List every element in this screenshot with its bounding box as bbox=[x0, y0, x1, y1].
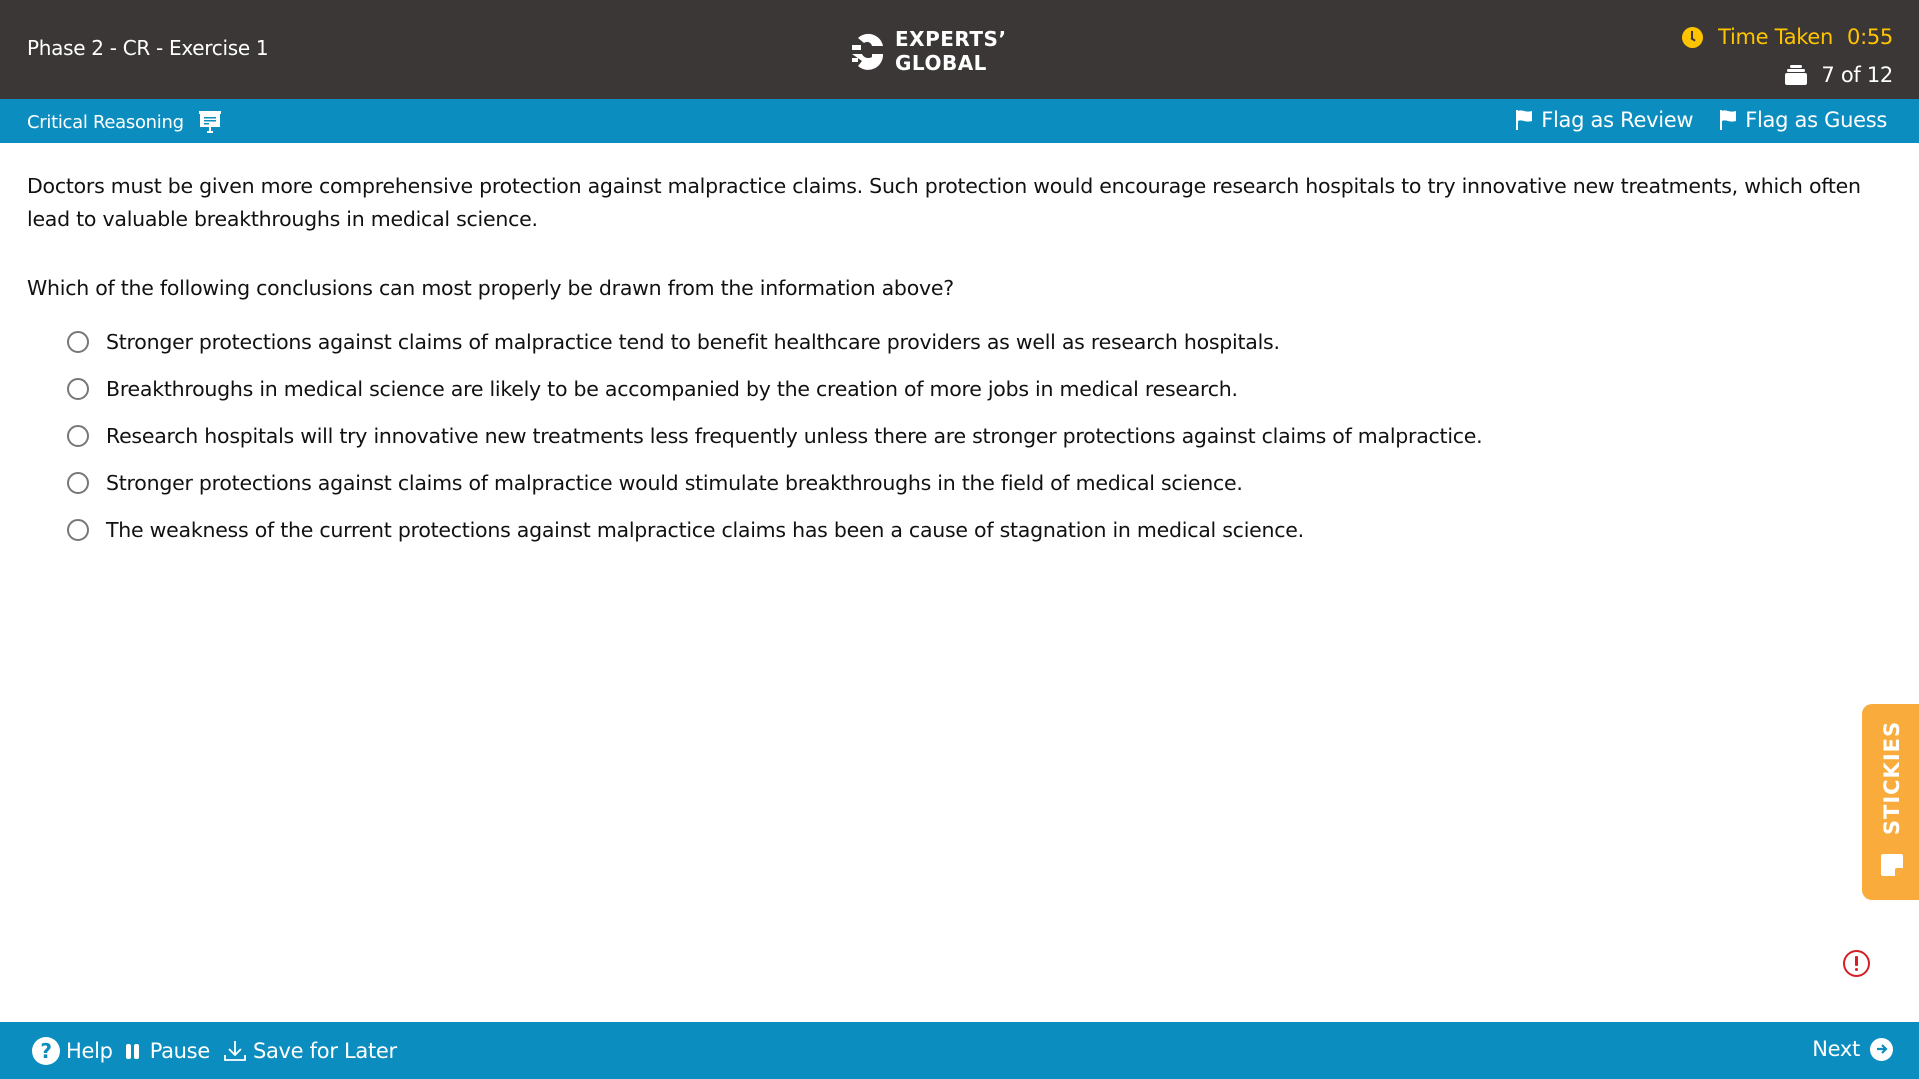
answer-option-text: Stronger protections against claims of malpractice would stimulate breakthroughs in the field of medical science. bbox=[106, 470, 1243, 495]
flag-as-review-button[interactable] bbox=[1515, 108, 1693, 132]
radio-button[interactable] bbox=[67, 425, 89, 447]
footer-bar bbox=[0, 1022, 1919, 1079]
answer-options bbox=[27, 318, 1877, 553]
flag-controls bbox=[1515, 108, 1887, 132]
flag-as-review-label: Flag as Review bbox=[1541, 108, 1694, 132]
logo-text bbox=[895, 27, 1007, 75]
logo-line-2: GLOBAL bbox=[895, 51, 987, 75]
presentation-board-icon[interactable] bbox=[198, 110, 222, 134]
answer-option-text: Breakthroughs in medical science are likely to be accompanied by the creation of more jobs in medical research. bbox=[106, 376, 1238, 401]
question-stimulus: Doctors must be given more comprehensive protection against malpractice claims. Such protection would encourage research hospitals to try innovative new treatments, which often lead to valuable breakthroughs in medical science. bbox=[27, 174, 1861, 231]
footer-controls bbox=[32, 1037, 410, 1065]
help-button[interactable] bbox=[32, 1037, 113, 1065]
question-content bbox=[27, 170, 1877, 553]
answer-option-c[interactable] bbox=[67, 412, 1877, 459]
arrow-right-circle-icon bbox=[1870, 1038, 1893, 1061]
flag-icon bbox=[1515, 109, 1533, 131]
answer-option-d[interactable] bbox=[67, 459, 1877, 506]
download-icon bbox=[223, 1039, 247, 1063]
answer-option-b[interactable] bbox=[67, 365, 1877, 412]
radio-button[interactable] bbox=[67, 519, 89, 541]
section-name-label: Critical Reasoning bbox=[27, 111, 184, 133]
help-label: Help bbox=[66, 1039, 113, 1063]
section-bar bbox=[0, 99, 1919, 143]
stickies-tab[interactable] bbox=[1862, 704, 1919, 900]
question-prompt: Which of the following conclusions can most properly be drawn from the information above? bbox=[27, 276, 954, 300]
radio-button[interactable] bbox=[67, 472, 89, 494]
experts-global-logo bbox=[850, 27, 1007, 75]
answer-option-a[interactable] bbox=[67, 318, 1877, 365]
next-label: Next bbox=[1812, 1037, 1860, 1061]
next-button[interactable] bbox=[1812, 1037, 1893, 1061]
flag-as-guess-button[interactable] bbox=[1719, 108, 1887, 132]
radio-button[interactable] bbox=[67, 331, 89, 353]
answer-option-text: The weakness of the current protections against malpractice claims has been a cause of stagnation in medical science. bbox=[106, 517, 1304, 542]
clock-icon bbox=[1682, 27, 1703, 48]
answer-option-e[interactable] bbox=[67, 506, 1877, 553]
stack-icon bbox=[1785, 65, 1807, 85]
pause-button[interactable] bbox=[126, 1039, 210, 1063]
question-counter-text: 7 of 12 bbox=[1821, 63, 1893, 87]
alert-circle-icon[interactable] bbox=[1843, 950, 1870, 977]
sticky-note-icon bbox=[1879, 852, 1905, 878]
flag-as-guess-label: Flag as Guess bbox=[1745, 108, 1887, 132]
time-taken-label: Time Taken bbox=[1718, 25, 1834, 49]
logo-line-1: EXPERTS’ bbox=[895, 27, 1007, 51]
top-header bbox=[0, 0, 1919, 99]
logo-mark-icon bbox=[850, 30, 886, 72]
save-for-later-label: Save for Later bbox=[252, 1039, 397, 1063]
answer-option-text: Stronger protections against claims of malpractice tend to benefit healthcare providers as well as research hospitals. bbox=[106, 329, 1280, 354]
help-icon: ? bbox=[32, 1037, 60, 1065]
exercise-title: Phase 2 - CR - Exercise 1 bbox=[27, 36, 269, 60]
question-counter bbox=[1785, 63, 1893, 87]
radio-button[interactable] bbox=[67, 378, 89, 400]
answer-option-text: Research hospitals will try innovative new treatments less frequently unless there are stronger protections against claims of malpractice. bbox=[106, 423, 1483, 448]
stickies-label: STICKIES bbox=[1880, 720, 1904, 836]
time-taken bbox=[1682, 25, 1893, 49]
section-name bbox=[27, 110, 222, 134]
flag-icon bbox=[1719, 109, 1737, 131]
save-for-later-button[interactable] bbox=[223, 1039, 397, 1063]
pause-label: Pause bbox=[149, 1039, 210, 1063]
time-taken-value: 0:55 bbox=[1847, 25, 1893, 49]
pause-icon bbox=[126, 1044, 142, 1059]
